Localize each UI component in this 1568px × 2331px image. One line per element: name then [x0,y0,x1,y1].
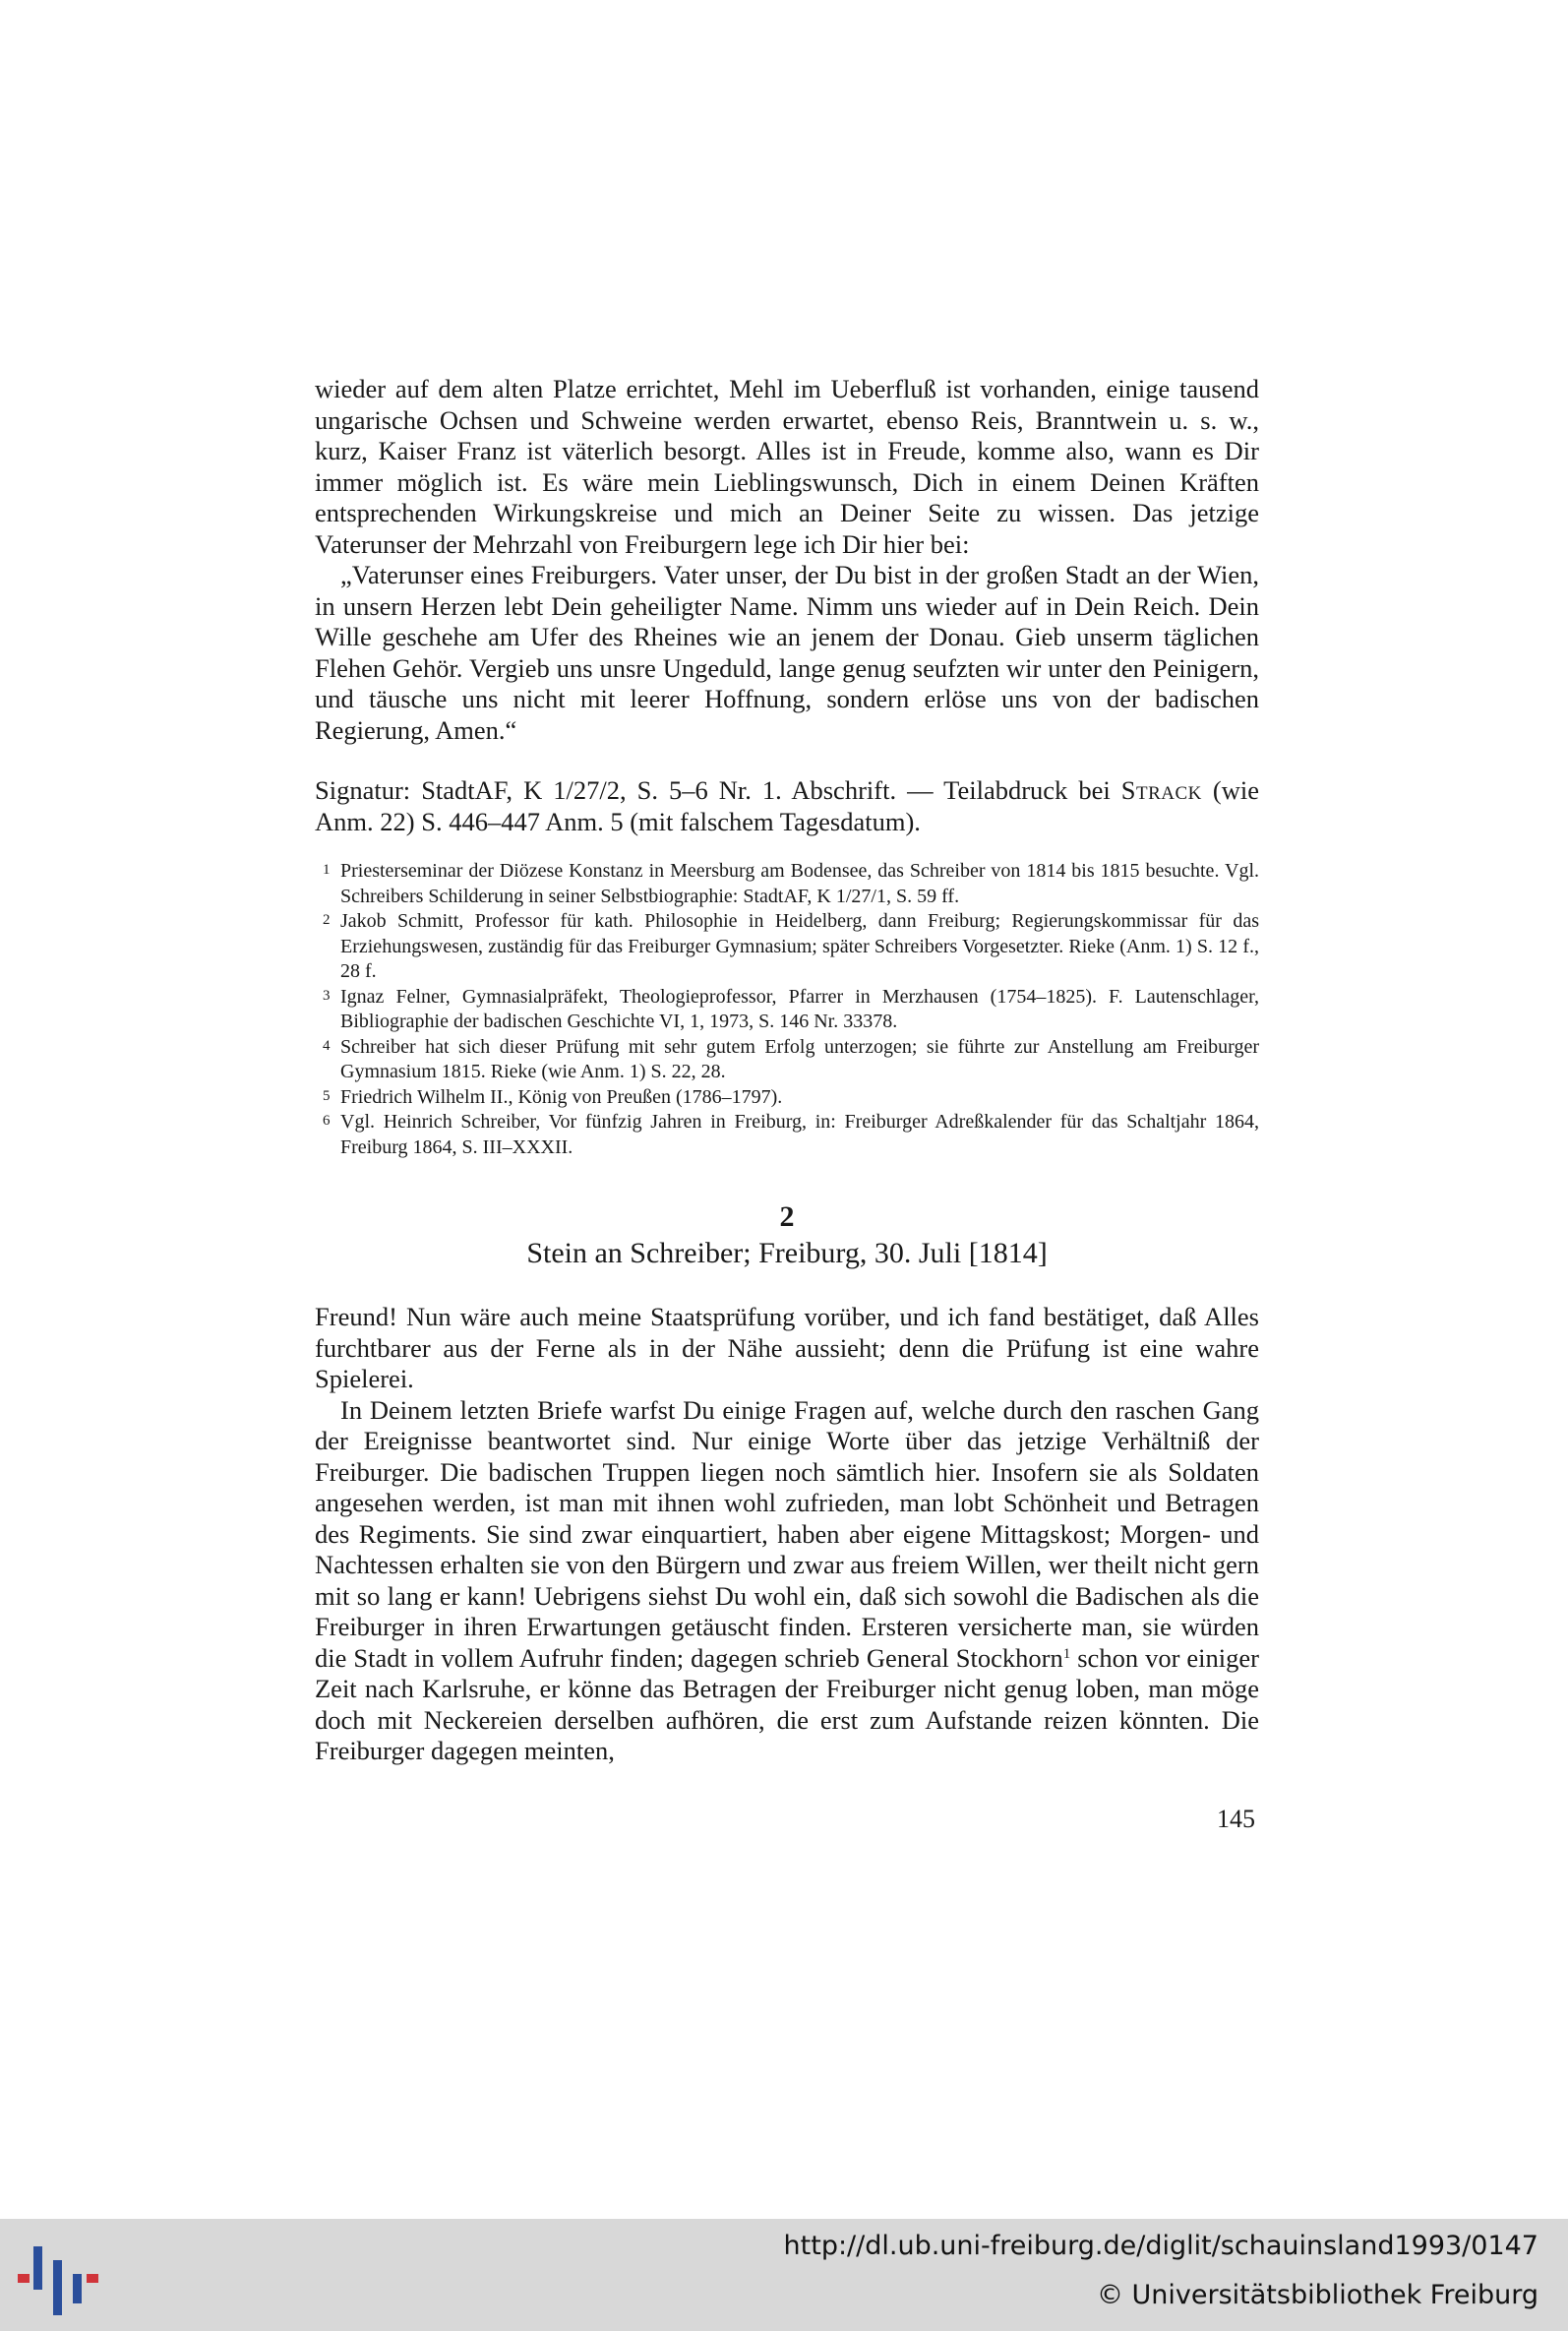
letter-heading [315,1199,1259,1272]
footnote-number: 5 [323,1087,331,1104]
letter-number: 2 [779,1200,795,1233]
ub-freiburg-logo-icon[interactable] [14,2235,102,2317]
signatur-before: Signatur: StadtAF, K 1/27/2, S. 5–6 Nr. 1. Abschrift. — Teilabdruck bei [315,775,1121,805]
footnote [315,1035,1259,1085]
footnote-number: 6 [323,1113,331,1129]
footer-copyright: © Universitätsbibliothek Freiburg [1096,2280,1538,2310]
footnote-text: Ignaz Felner, Gymnasialpräfekt, Theologieprofessor, Pfarrer in Merzhausen (1754–1825). F. Lautenschlager, Bibliographie der badischen Geschichte VI, 1, 1973, S. 146 Nr. 33378. [340,985,1259,1032]
letter-text: schon vor einiger Zeit nach Karlsruhe, er könne das Betragen der Freiburger nicht genug loben, man möge doch mit Neckereien derselben aufhören, die erst zum Aufstande reizen könnten. Die Freiburger dagegen meinten, [315,1642,1259,1765]
footnote [315,1110,1259,1160]
quote-vaterunser: „Vaterunser eines Freiburgers. Vater unser, der Du bist in der großen Stadt an der Wien, in unsern Herzen lebt Dein geheiligter Name. Nimm uns wieder auf in Dein Reich. Dein Wille geschehe am Ufer des Rheines wie an jenem der Donau. Gieb unserm täglichen Flehen Gehör. Vergieb uns unsre Ungeduld, lange genug seufzten wir unter den Peinigern, und täusche uns nicht mit leerer Hoffnung, sondern erlöse uns von der badischen Regierung, Amen.“ [315,560,1259,745]
letter-body [315,1302,1259,1767]
signatur-after: (wie Anm. 22) S. 446–447 Anm. 5 (mit falschem Tagesdatum). [315,775,1260,836]
footnote [315,859,1259,909]
footnote-number: 2 [323,912,331,928]
footer-bar [0,2219,1568,2331]
page-content [315,374,1259,1767]
footnote-reference: 1 [1062,1645,1071,1662]
footnote-number: 4 [323,1037,331,1054]
footnote-number: 1 [323,862,331,878]
paragraph-continued: wieder auf dem alten Platze errichtet, Mehl im Ueberfluß ist vorhanden, einige tausend ungarische Ochsen und Schweine werden erwartet, ebenso Reis, Branntwein u. s. w., kurz, Kaiser Franz ist väterlich besorgt. Alles ist in Freude, komme also, wann es Dir immer möglich ist. Es wäre mein Lieblingswunsch, Dich in einem Deinen Kräften entsprechenden Wirkungskreise und mich an Deiner Seite zu wissen. Das jetzige Vaterunser der Mehrzahl von Freiburgern lege ich Dir hier bei: [315,374,1259,559]
letter-title: Stein an Schreiber; Freiburg, 30. Juli [1814] [526,1237,1048,1269]
footnote-text: Friedrich Wilhelm II., König von Preußen (1786–1797). [340,1085,783,1108]
letter-text: In Deinem letzten Briefe warfst Du einige Fragen auf, welche durch den raschen Gang der Ereignisse beantwortet sind. Nur einige Worte über das jetzige Verhältniß der Freiburger. Die badischen Truppen liegen noch sämtlich hier. Insofern sie als Soldaten angesehen werden, ist man mit ihnen wohl zufrieden, man lobt Schönheit und Betragen des Regiments. Sie sind zwar einquartiert, haben aber eigene Mittagskost; Morgen- und Nachtessen erhalten sie von den Bürgern und zwar aus freiem Willen, wer theilt nicht gern mit so lang er kann! Uebrigens siehst Du wohl ein, daß sich sowohl die Badischen als die Freiburger in ihren Erwartungen getäuscht finden. Ersteren versicherte man, sie würden die Stadt in vollem Aufruhr finden; dagegen schrieb General Stockhorn [315,1394,1259,1673]
signatur-author: Strack [1120,775,1202,805]
footer-url-link[interactable]: http://dl.ub.uni-freiburg.de/diglit/schauinsland1993/0147 [783,2231,1538,2261]
signatur-line [315,775,1259,837]
footnotes [315,859,1259,1160]
footnote [315,909,1259,985]
letter-paragraph [315,1395,1259,1767]
logo-graphic [14,2235,102,2317]
footnote-number: 3 [323,987,331,1004]
footnote-text: Jakob Schmitt, Professor für kath. Philosophie in Heidelberg, dann Freiburg; Regierungskommissar für das Erziehungswesen, zuständig für das Freiburger Gymnasium; später Schreibers Vorgesetzter. Rieke (Anm. 1) S. 12 f., 28 f. [340,910,1259,982]
page-number: 145 [1217,1805,1255,1833]
letter-paragraph: Freund! Nun wäre auch meine Staatsprüfung vorüber, und ich fand bestätiget, daß Alles furchtbarer aus der Ferne als in der Nähe aussieht; denn die Prüfung ist eine wahre Spielerei. [315,1302,1259,1393]
footnote-text: Schreiber hat sich dieser Prüfung mit sehr gutem Erfolg unterzogen; sie führte zur Anstellung am Freiburger Gymnasium 1815. Rieke (wie Anm. 1) S. 22, 28. [340,1035,1259,1082]
footnote [315,1085,1259,1111]
footnote-text: Vgl. Heinrich Schreiber, Vor fünfzig Jahren in Freiburg, in: Freiburger Adreßkalender für das Schaltjahr 1864, Freiburg 1864, S. III–XXXII. [340,1111,1259,1158]
footnote [315,985,1259,1035]
footnote-text: Priesterseminar der Diözese Konstanz in Meersburg am Bodensee, das Schreiber von 1814 bis 1815 besuchte. Vgl. Schreibers Schilderung in seiner Selbstbiographie: StadtAF, K 1/27/1, S. 59 ff. [340,860,1259,907]
